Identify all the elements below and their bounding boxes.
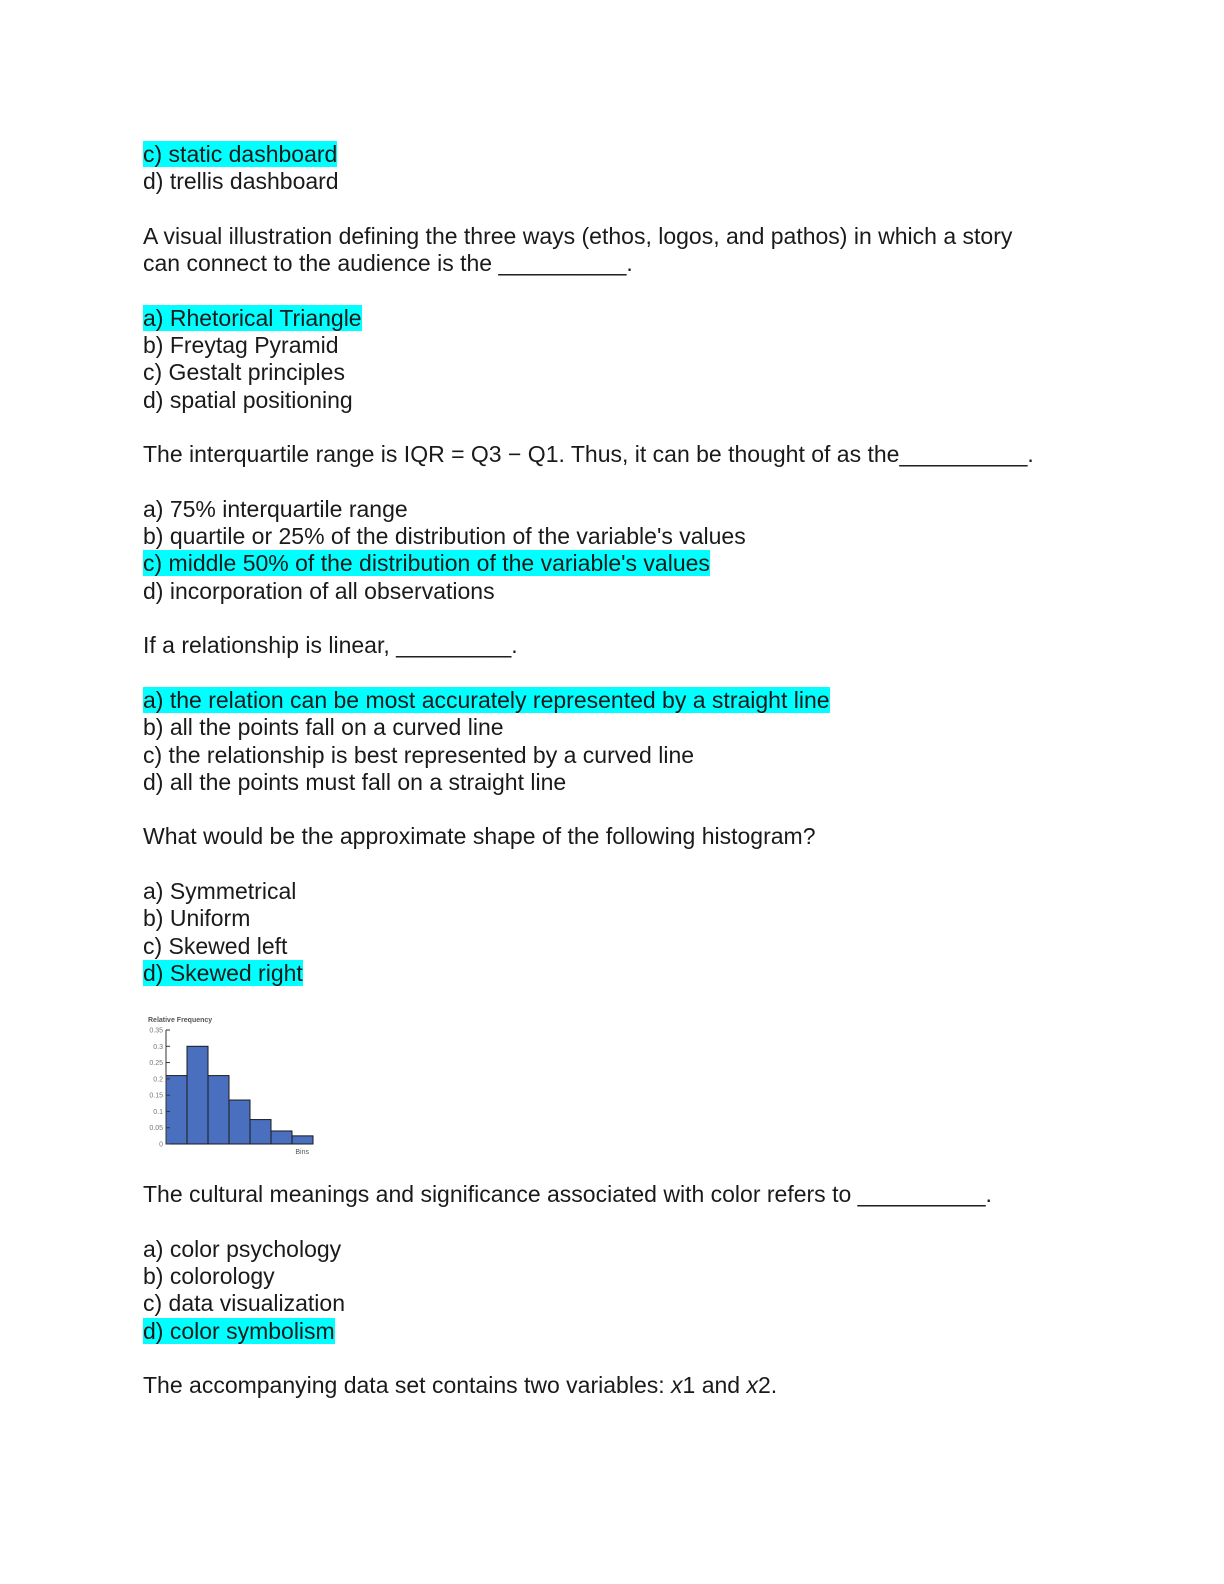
option-d-all-observations: d) incorporation of all observations <box>143 577 495 604</box>
option-a-straight-line <box>143 687 1103 714</box>
question-1-prompt-line-2: can connect to the audience is the __________. <box>143 250 633 277</box>
option-c-middle-50 <box>143 550 1103 577</box>
question-0 <box>143 141 1103 196</box>
y-tick-label: 0.3 <box>153 1043 163 1051</box>
option-a-color-psychology: a) color psychology <box>143 1235 342 1262</box>
option-a-75-percent: a) 75% interquartile range <box>143 495 408 522</box>
var-x-italic: x <box>671 1372 683 1399</box>
question-1-prompt-line-1: A visual illustration defining the three ways (ethos, logos, and pathos) in which a story <box>143 222 1013 249</box>
y-axis-title: Relative Frequency <box>148 1017 213 1025</box>
option-b-quartile: b) quartile or 25% of the distribution of the variable's values <box>143 523 746 550</box>
option-a-symmetrical: a) Symmetrical <box>143 878 297 905</box>
option-b-uniform: b) Uniform <box>143 905 251 932</box>
var-2-rest: 2. <box>757 1372 778 1399</box>
histogram-bar <box>229 1100 250 1144</box>
y-tick-label: 0.15 <box>149 1092 163 1100</box>
y-tick-label: 0.2 <box>153 1076 163 1084</box>
option-c-skewed-left: c) Skewed left <box>143 932 288 959</box>
answer-highlight: c) static dashboard <box>143 141 338 167</box>
option-b-freytag-pyramid: b) Freytag Pyramid <box>143 332 339 359</box>
histogram-chart <box>143 1013 343 1163</box>
y-tick-label: 0.1 <box>153 1109 163 1117</box>
histogram-svg <box>143 1013 343 1163</box>
question-6-prompt <box>143 1372 1103 1399</box>
option-c-data-visualization: c) data visualization <box>143 1290 345 1317</box>
option-b-curved-line: b) all the points fall on a curved line <box>143 714 504 741</box>
question-3 <box>143 632 1103 796</box>
option-d-trellis-dashboard: d) trellis dashboard <box>143 168 339 195</box>
option-c-gestalt-principles: c) Gestalt principles <box>143 359 345 386</box>
option-d-skewed-right <box>143 960 1103 987</box>
option-d-spatial-positioning: d) spatial positioning <box>143 386 353 413</box>
option-c-best-curved: c) the relationship is best represented by a curved line <box>143 741 695 768</box>
question-2-prompt: The interquartile range is IQR = Q3 − Q1. Thus, it can be thought of as the__________. <box>143 441 1034 468</box>
question-5-prompt: The cultural meanings and significance associated with color refers to __________. <box>143 1181 992 1208</box>
answer-highlight: d) color symbolism <box>143 1317 335 1344</box>
option-d-color-symbolism <box>143 1318 1103 1345</box>
question-1 <box>143 223 1103 414</box>
y-tick-label: 0 <box>159 1141 163 1149</box>
x-axis-title: Bins <box>295 1149 309 1157</box>
document-page <box>143 141 1103 1400</box>
histogram-bar <box>187 1046 208 1144</box>
question-5 <box>143 1181 1103 1345</box>
option-b-colorology: b) colorology <box>143 1263 275 1290</box>
answer-highlight: d) Skewed right <box>143 959 303 986</box>
answer-highlight: a) Rhetorical Triangle <box>143 304 362 331</box>
option-d-must-straight: d) all the points must fall on a straight line <box>143 768 567 795</box>
histogram-bar <box>208 1076 229 1144</box>
question-4 <box>143 823 1103 987</box>
histogram-bar <box>250 1120 271 1144</box>
question-4-prompt: What would be the approximate shape of the following histogram? <box>143 823 816 850</box>
histogram-bar <box>271 1131 292 1144</box>
question-2 <box>143 441 1103 605</box>
histogram-bar <box>166 1076 187 1144</box>
y-tick-label: 0.25 <box>149 1060 163 1068</box>
histogram-bar <box>292 1136 313 1144</box>
question-6-prompt-text: The accompanying data set contains two variables: <box>143 1372 672 1399</box>
y-tick-label: 0.35 <box>149 1027 163 1035</box>
answer-highlight: c) middle 50% of the distribution of the variable's values <box>143 550 710 577</box>
var-x-italic: x <box>746 1372 758 1399</box>
option-a-rhetorical-triangle <box>143 305 1103 332</box>
option-c-static-dashboard <box>143 141 1103 168</box>
answer-highlight: a) the relation can be most accurately represented by a straight line <box>143 686 830 713</box>
question-3-prompt: If a relationship is linear, _________. <box>143 632 518 659</box>
var-1-rest: 1 and <box>682 1372 747 1399</box>
y-tick-label: 0.05 <box>149 1125 163 1133</box>
